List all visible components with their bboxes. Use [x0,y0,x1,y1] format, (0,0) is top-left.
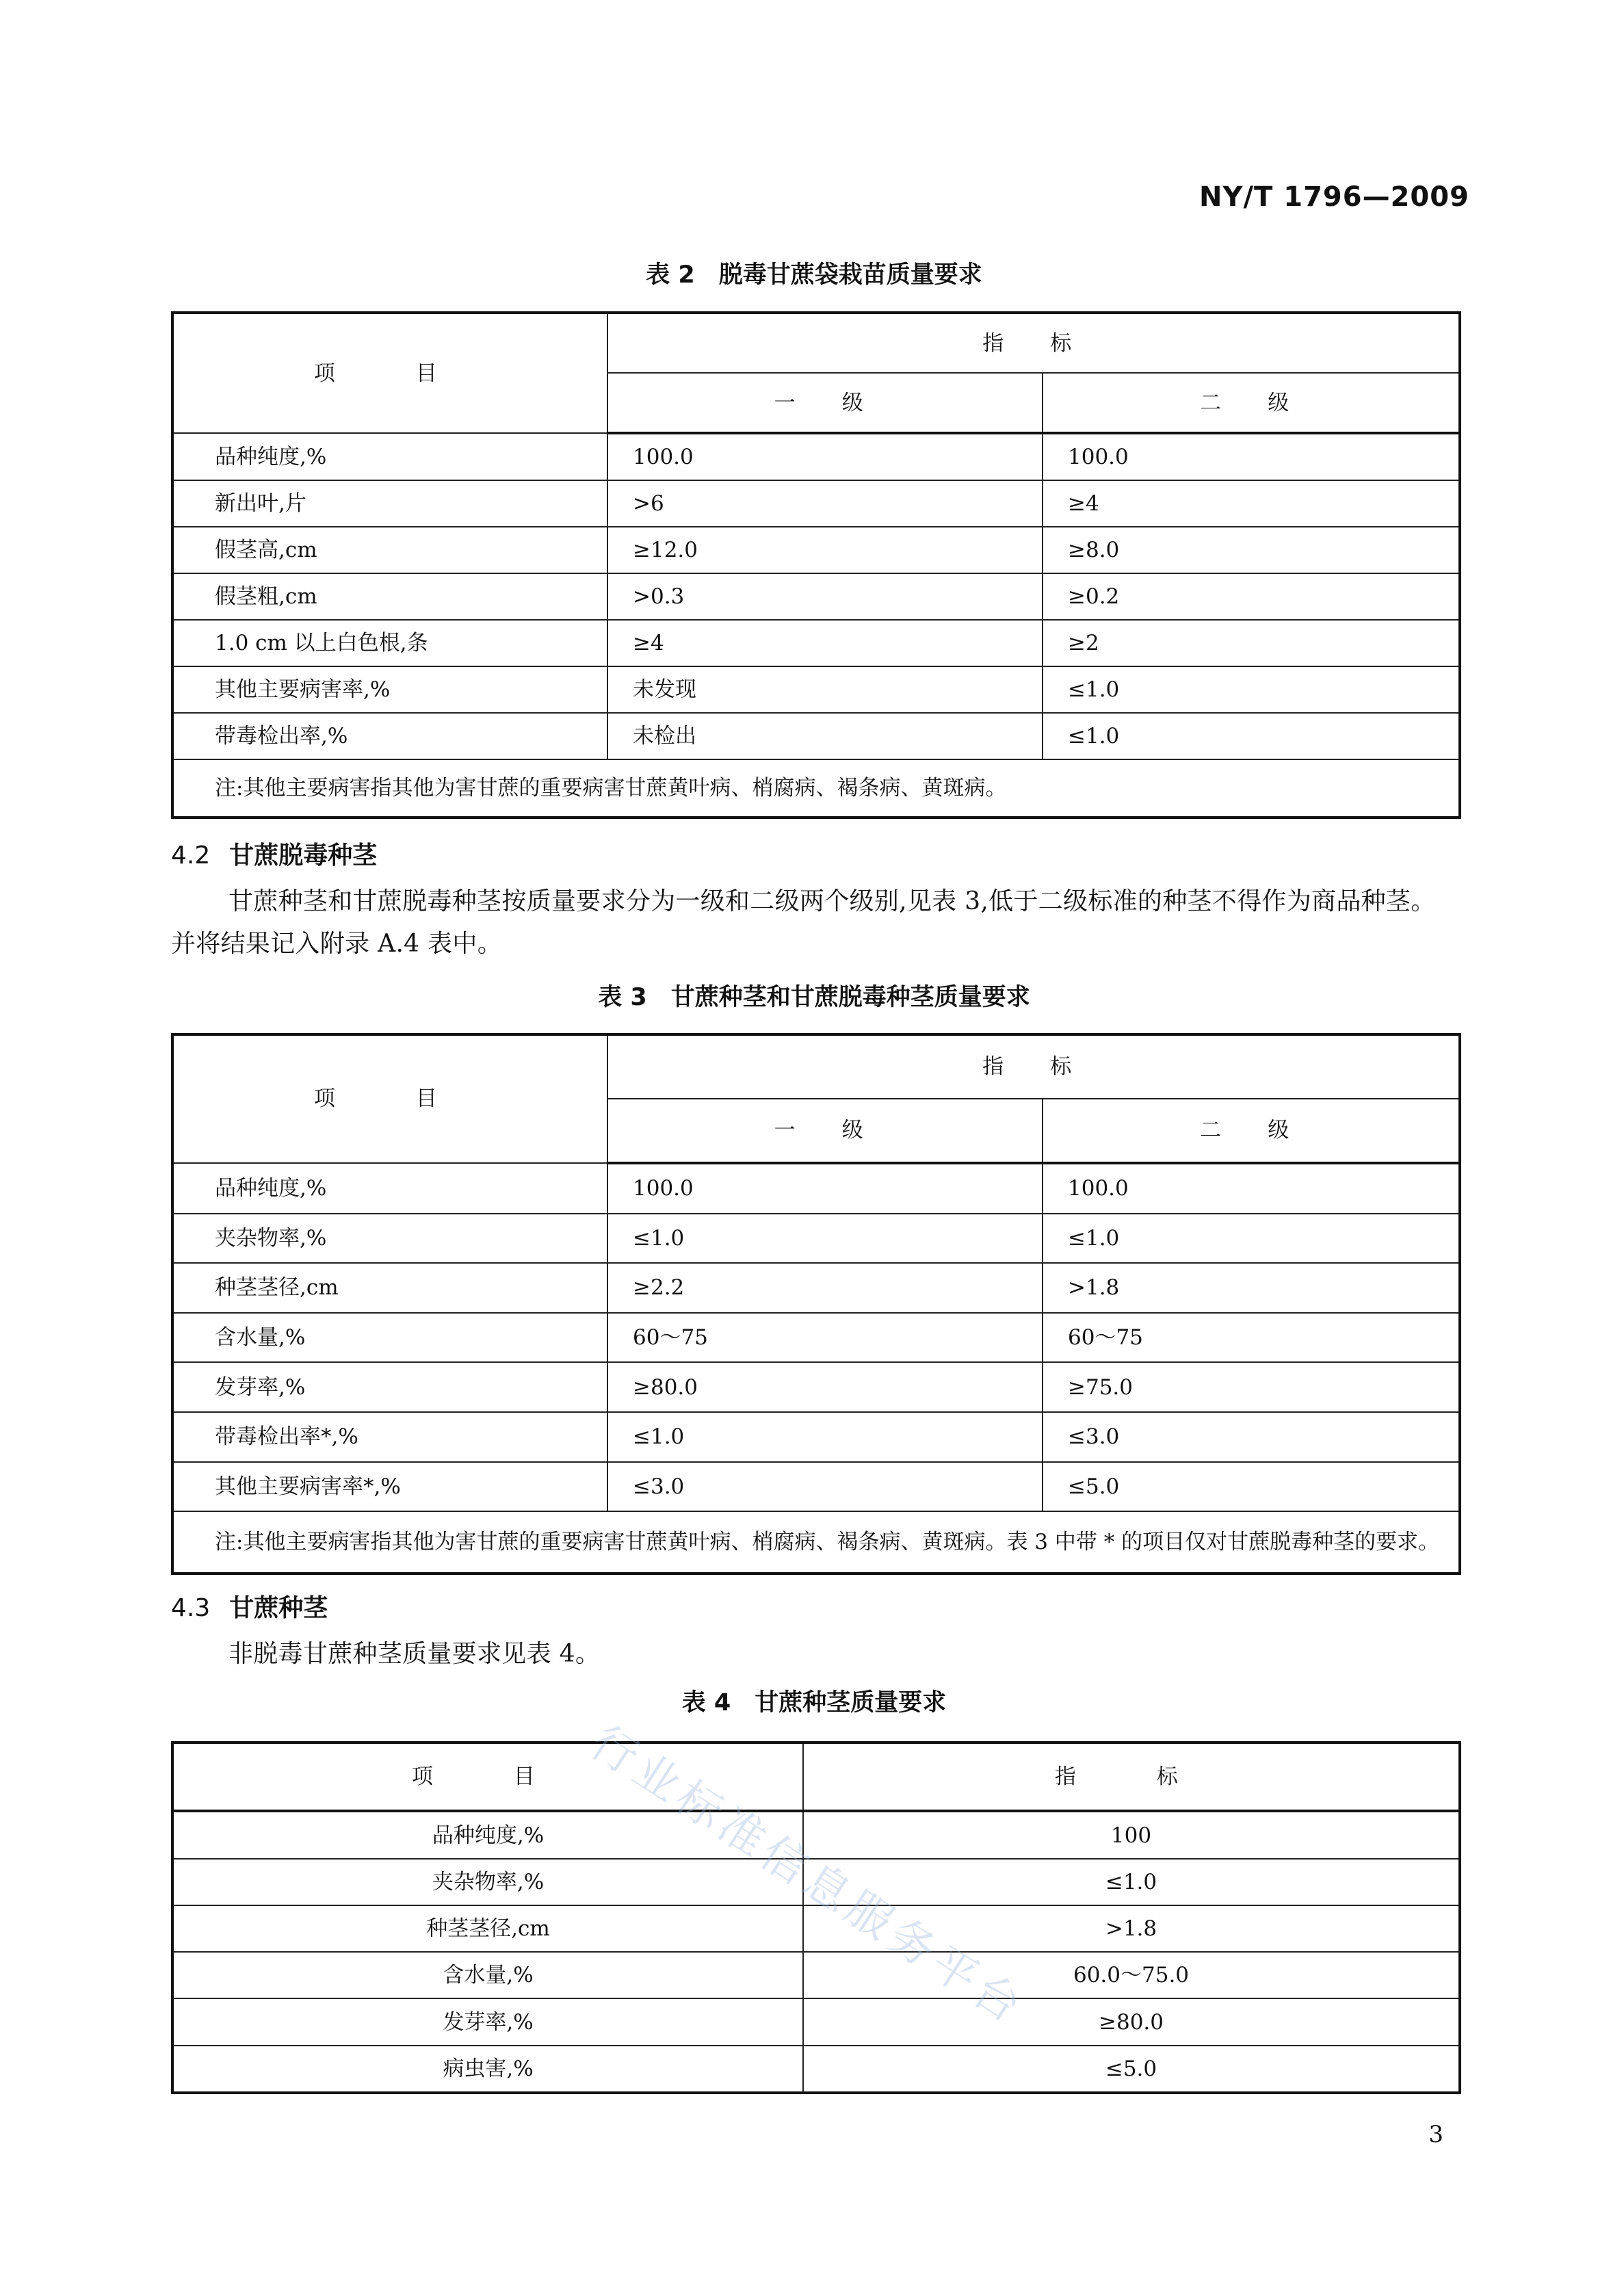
table2-header-grade2: 二 级 [1043,373,1460,433]
table-row [172,1905,1460,1952]
table3-cell-item: 带毒检出率*,% [172,1412,607,1462]
section-4-2-number: 4.2 [171,842,211,870]
table3-cell-grade1: ≤1.0 [607,1412,1043,1462]
table4-cell-item: 夹杂物率,% [172,1859,803,1905]
table3-cell-grade2: ≤1.0 [1043,1214,1460,1264]
table-row [172,620,1460,666]
table4-cell-item: 品种纯度,% [172,1811,803,1858]
section-4-2-text: 甘蔗种茎和甘蔗脱毒种茎按质量要求分为一级和二级两个级别,见表 3,低于二级标准的种茎不得作为商品种茎。并将结果记入附录 A.4 表中。 [171,887,1436,958]
section-4-2-paragraph [171,880,1457,965]
table2-note: 注:其他主要病害指其他为害甘蔗的重要病害甘蔗黄叶病、梢腐病、褐条病、黄斑病。 [172,759,1460,818]
table3-cell-grade2: >1.8 [1043,1263,1460,1313]
table3-cell-item: 发芽率,% [172,1362,607,1412]
table4-cell-item: 病虫害,% [172,2046,803,2093]
table-row [172,1859,1460,1905]
table2-cell-grade1: >6 [607,480,1043,527]
watermark: 行业标准信息服务平台 [581,1715,1035,2036]
section-4-3-text: 非脱毒甘蔗种茎质量要求见表 4。 [228,1640,601,1668]
table2-header-indicator: 指 标 [607,313,1460,373]
table4-cell-value: ≤5.0 [803,2046,1460,2093]
table2-header-item: 项 目 [172,313,607,433]
table2-cell-grade1: >0.3 [607,573,1043,620]
section-4-3-heading [171,1591,328,1626]
table4-header-item: 项 目 [172,1743,803,1811]
table2-cell-grade2: ≤1.0 [1043,666,1460,713]
table2-cell-grade1: 100.0 [607,433,1043,480]
table-row [172,1811,1460,1858]
table-row [172,1952,1460,1998]
table-row [172,666,1460,713]
table2-cell-item: 带毒检出率,% [172,713,607,759]
table-row [172,433,1460,480]
table3-cell-grade2: 60～75 [1043,1313,1460,1363]
table3-cell-grade2: ≥75.0 [1043,1362,1460,1412]
table-row [172,1998,1460,2045]
table3-cell-grade1: 100.0 [607,1163,1043,1214]
table3-header-item: 项 目 [172,1034,607,1163]
table-row [172,1214,1460,1264]
table2-caption: 表 2 脱毒甘蔗袋栽苗质量要求 [646,261,982,289]
table-row [172,1263,1460,1313]
table-row [172,1462,1460,1512]
table3-header-grade2: 二 级 [1043,1099,1460,1163]
table4-cell-value: >1.8 [803,1905,1460,1952]
table2-cell-grade1: ≥4 [607,620,1043,666]
table3-caption: 表 3 甘蔗种茎和甘蔗脱毒种茎质量要求 [598,984,1030,1011]
table3-cell-grade1: ≥80.0 [607,1362,1043,1412]
table4-caption: 表 4 甘蔗种茎质量要求 [681,1689,947,1717]
table2-cell-grade2: 100.0 [1043,433,1460,480]
table-row [172,1362,1460,1412]
table-row [172,2046,1460,2093]
table4-cell-item: 种茎茎径,cm [172,1905,803,1952]
table2-cell-item: 品种纯度,% [172,433,607,480]
table3-cell-grade1: 60～75 [607,1313,1043,1363]
page-number: 3 [1428,2121,1443,2148]
table3-cell-item: 种茎茎径,cm [172,1263,607,1313]
table-row [172,480,1460,527]
table4-cell-value: ≥80.0 [803,1998,1460,2045]
table4-cell-value: 60.0～75.0 [803,1952,1460,1998]
table3-cell-grade2: ≤3.0 [1043,1412,1460,1462]
table3-cell-grade2: 100.0 [1043,1163,1460,1214]
table2-cell-grade2: ≥8.0 [1043,527,1460,573]
table3-cell-item: 品种纯度,% [172,1163,607,1214]
table3-header-grade1: 一 级 [607,1099,1043,1163]
section-4-2-heading [171,838,377,874]
table3-cell-grade1: ≤3.0 [607,1462,1043,1512]
table3-cell-grade1: ≤1.0 [607,1214,1043,1264]
table2-cell-item: 假茎粗,cm [172,573,607,620]
table4 [171,1741,1461,2094]
table2-cell-item: 1.0 cm 以上白色根,条 [172,620,607,666]
table2-cell-grade2: ≥4 [1043,480,1460,527]
table2-cell-grade2: ≥2 [1043,620,1460,666]
table2-cell-grade1: ≥12.0 [607,527,1043,573]
table-row [172,713,1460,759]
table2-cell-grade2: ≤1.0 [1043,713,1460,759]
section-4-2-title: 甘蔗脱毒种茎 [229,842,378,870]
table4-cell-value: 100 [803,1811,1460,1858]
table2 [171,311,1461,819]
table3-cell-item: 夹杂物率,% [172,1214,607,1264]
table-row [172,573,1460,620]
table3 [171,1033,1461,1575]
section-4-3-paragraph [171,1633,1457,1675]
table2-cell-grade2: ≥0.2 [1043,573,1460,620]
table2-cell-grade1: 未发现 [607,666,1043,713]
table2-cell-item: 其他主要病害率,% [172,666,607,713]
table3-header-indicator: 指 标 [607,1034,1460,1099]
table3-cell-item: 含水量,% [172,1313,607,1363]
table2-cell-item: 假茎高,cm [172,527,607,573]
table3-note: 注:其他主要病害指其他为害甘蔗的重要病害甘蔗黄叶病、梢腐病、褐条病、黄斑病。表 3 中带 * 的项目仅对甘蔗脱毒种茎的要求。 [172,1511,1460,1574]
table2-cell-item: 新出叶,片 [172,480,607,527]
table2-cell-grade1: 未检出 [607,713,1043,759]
table4-cell-item: 发芽率,% [172,1998,803,2045]
section-4-3-title: 甘蔗种茎 [229,1594,328,1622]
table2-header-grade1: 一 级 [607,373,1043,433]
table-row [172,1163,1460,1214]
table3-cell-grade1: ≥2.2 [607,1263,1043,1313]
table-row [172,527,1460,573]
table3-cell-grade2: ≤5.0 [1043,1462,1460,1512]
standard-code: NY/T 1796—2009 [1199,181,1469,213]
table-row [172,1412,1460,1462]
table4-cell-value: ≤1.0 [803,1859,1460,1905]
table3-cell-item: 其他主要病害率*,% [172,1462,607,1512]
table4-cell-item: 含水量,% [172,1952,803,1998]
section-4-3-number: 4.3 [171,1594,211,1622]
table4-header-indicator: 指 标 [803,1743,1460,1811]
table-row [172,1313,1460,1363]
